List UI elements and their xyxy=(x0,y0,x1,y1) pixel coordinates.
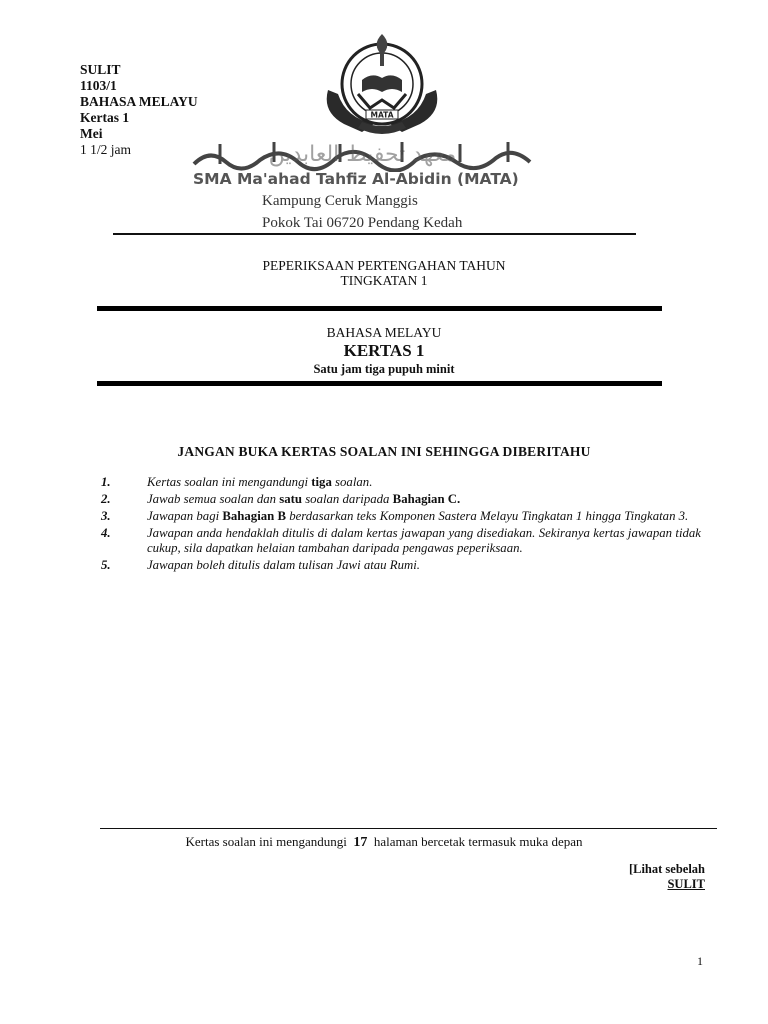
instruction-number: 5. xyxy=(101,558,111,572)
school-logo-icon xyxy=(318,28,446,140)
see-next-page-label: [Lihat sebelah xyxy=(628,862,705,876)
instruction-number: 3. xyxy=(101,509,111,523)
top-thick-rule xyxy=(97,306,662,311)
header-divider xyxy=(113,233,636,235)
page-count-note: Kertas soalan ini mengandungi 17 halaman bercetak termasuk muka depan xyxy=(185,834,583,850)
instruction-item xyxy=(101,475,701,490)
page-count: 17 xyxy=(353,835,368,850)
paper-subject: BAHASA MELAYU xyxy=(326,325,442,340)
footer-classification: SULIT xyxy=(667,877,705,891)
classification-label: SULIT xyxy=(80,62,121,77)
instruction-text: Jawab semua soalan dan satu soalan daripada Bahagian C. xyxy=(147,492,461,506)
instruction-item xyxy=(101,492,701,507)
instruction-number: 2. xyxy=(101,492,111,506)
instruction-text: Jawapan bagi Bahagian B berdasarkan teks Komponen Sastera Melayu Tingkatan 1 hingga Tingkatan 3. xyxy=(147,509,689,523)
instruction-item xyxy=(101,509,701,524)
exam-title: PEPERIKSAAN PERTENGAHAN TAHUN xyxy=(262,258,506,273)
do-not-open-warning: JANGAN BUKA KERTAS SOALAN INI SEHINGGA DIBERITAHU xyxy=(177,444,591,459)
instruction-text: Kertas soalan ini mengandungi tiga soalan. xyxy=(147,475,373,489)
instruction-number: 4. xyxy=(101,526,111,540)
school-address-line-1: Kampung Ceruk Manggis xyxy=(262,193,418,209)
paper-duration: Satu jam tiga pupuh minit xyxy=(313,362,455,376)
exam-form: TINGKATAN 1 xyxy=(340,273,428,288)
instruction-text: Jawapan boleh ditulis dalam tulisan Jawi atau Rumi. xyxy=(147,558,420,572)
document-meta xyxy=(80,62,198,158)
instructions-list xyxy=(101,475,701,575)
arabic-school-name: معهد تحفيظ العابدين xyxy=(190,138,535,172)
month-label: Mei xyxy=(80,126,103,141)
paper-number: KERTAS 1 xyxy=(343,341,425,360)
school-name: SMA Ma'ahad Tahfiz Al-Abidin (MATA) xyxy=(193,170,519,188)
footer-divider xyxy=(100,828,717,829)
page-number: 1 xyxy=(697,954,703,968)
paper-label: Kertas 1 xyxy=(80,110,130,125)
logo-emblem-text: MATA xyxy=(370,110,394,120)
bottom-thick-rule xyxy=(97,381,662,386)
instruction-item xyxy=(101,558,701,573)
time-label: 1 1/2 jam xyxy=(80,142,131,157)
paper-code: 1103/1 xyxy=(80,78,117,93)
instruction-item xyxy=(101,526,701,556)
instruction-text: Jawapan anda hendaklah ditulis di dalam kertas jawapan yang disediakan. Sekiranya kertas jawapan tidak cukup, sila dapatkan helaian tambahan daripada pengawas peperiksaan. xyxy=(147,526,701,555)
subject-label: BAHASA MELAYU xyxy=(80,94,198,109)
school-address-line-2: Pokok Tai 06720 Pendang Kedah xyxy=(262,215,463,231)
instruction-number: 1. xyxy=(101,475,111,489)
